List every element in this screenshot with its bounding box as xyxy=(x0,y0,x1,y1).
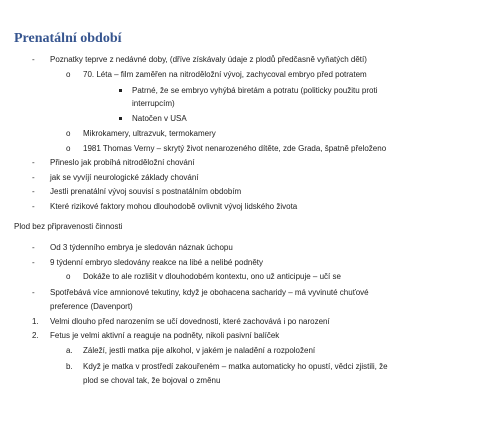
list-item-continuation: preference (Davenport) xyxy=(50,302,133,311)
letter-marker: b. xyxy=(66,362,73,371)
square-bullet-icon xyxy=(119,117,122,120)
list-item: Od 3 týdenního embrya je sledován náznak úchopu xyxy=(50,243,233,252)
list-item: Spotřebává více amnionové tekutiny, když je obohacena sacharidy – má vyvinuté chuťové xyxy=(50,288,369,297)
circle-bullet: o xyxy=(66,70,71,79)
dash-bullet: - xyxy=(32,158,35,167)
numbered-item: Fetus je velmi aktivní a reaguje na podněty, nikoli pasivní balíček xyxy=(50,331,280,340)
dash-bullet: - xyxy=(32,202,35,211)
numbered-item: Velmi dlouho před narozením se učí dovednosti, které zachovává i po narození xyxy=(50,317,330,326)
section-heading: Plod bez připravenosti činnosti xyxy=(14,222,123,231)
dash-bullet: - xyxy=(32,187,35,196)
dash-bullet: - xyxy=(32,173,35,182)
dash-bullet: - xyxy=(32,55,35,64)
list-item: Jestli prenatální vývoj souvisí s postnatálním obdobím xyxy=(50,187,242,196)
lettered-item: Záleží, jestli matka pije alkohol, v jakém je naladění a rozpoložení xyxy=(83,346,316,355)
list-item: 1981 Thomas Verny – skrytý život nenarozeného dítěte, zde Grada, špatně přeloženo xyxy=(83,144,387,153)
circle-bullet: o xyxy=(66,272,71,281)
list-item: Natočen v USA xyxy=(132,114,187,123)
page-title: Prenatální období xyxy=(14,31,122,46)
list-item: Dokáže to ale rozlišit v dlouhodobém kontextu, ono už anticipuje – učí se xyxy=(83,272,341,281)
list-item: 9 týdenní embryo sledovány reakce na libé a nelibé podněty xyxy=(50,258,264,267)
list-item: Patrné, že se embryo vyhýbá biretám a potratu (politicky použitu proti xyxy=(132,86,378,95)
dash-bullet: - xyxy=(32,243,35,252)
list-item-continuation: interrupcím) xyxy=(132,99,175,108)
list-item: jak se vyvíjí neurologické základy chování xyxy=(50,173,199,182)
list-item: Přineslo jak probíhá nitroděložní chování xyxy=(50,158,195,167)
number-marker: 1. xyxy=(32,317,39,326)
lettered-item: Když je matka v prostředí zakouřeném – matka automaticky ho opustí, vědci zjistili, že xyxy=(83,362,388,371)
list-item: Poznatky teprve z nedávné doby, (dříve získávaly údaje z plodů předčasně vyňatých dětí) xyxy=(50,55,367,64)
list-item: 70. Léta – film zaměřen na nitroděložní vývoj, zachycoval embryo před potratem xyxy=(83,70,367,79)
lettered-item-continuation: plod se choval tak, že bojoval o změnu xyxy=(83,376,221,385)
dash-bullet: - xyxy=(32,258,35,267)
square-bullet-icon xyxy=(119,89,122,92)
list-item: Mikrokamery, ultrazvuk, termokamery xyxy=(83,129,216,138)
letter-marker: a. xyxy=(66,346,73,355)
number-marker: 2. xyxy=(32,331,39,340)
circle-bullet: o xyxy=(66,129,71,138)
list-item: Které rizikové faktory mohou dlouhodobě ovlivnit vývoj lidského života xyxy=(50,202,298,211)
dash-bullet: - xyxy=(32,288,35,297)
circle-bullet: o xyxy=(66,144,71,153)
